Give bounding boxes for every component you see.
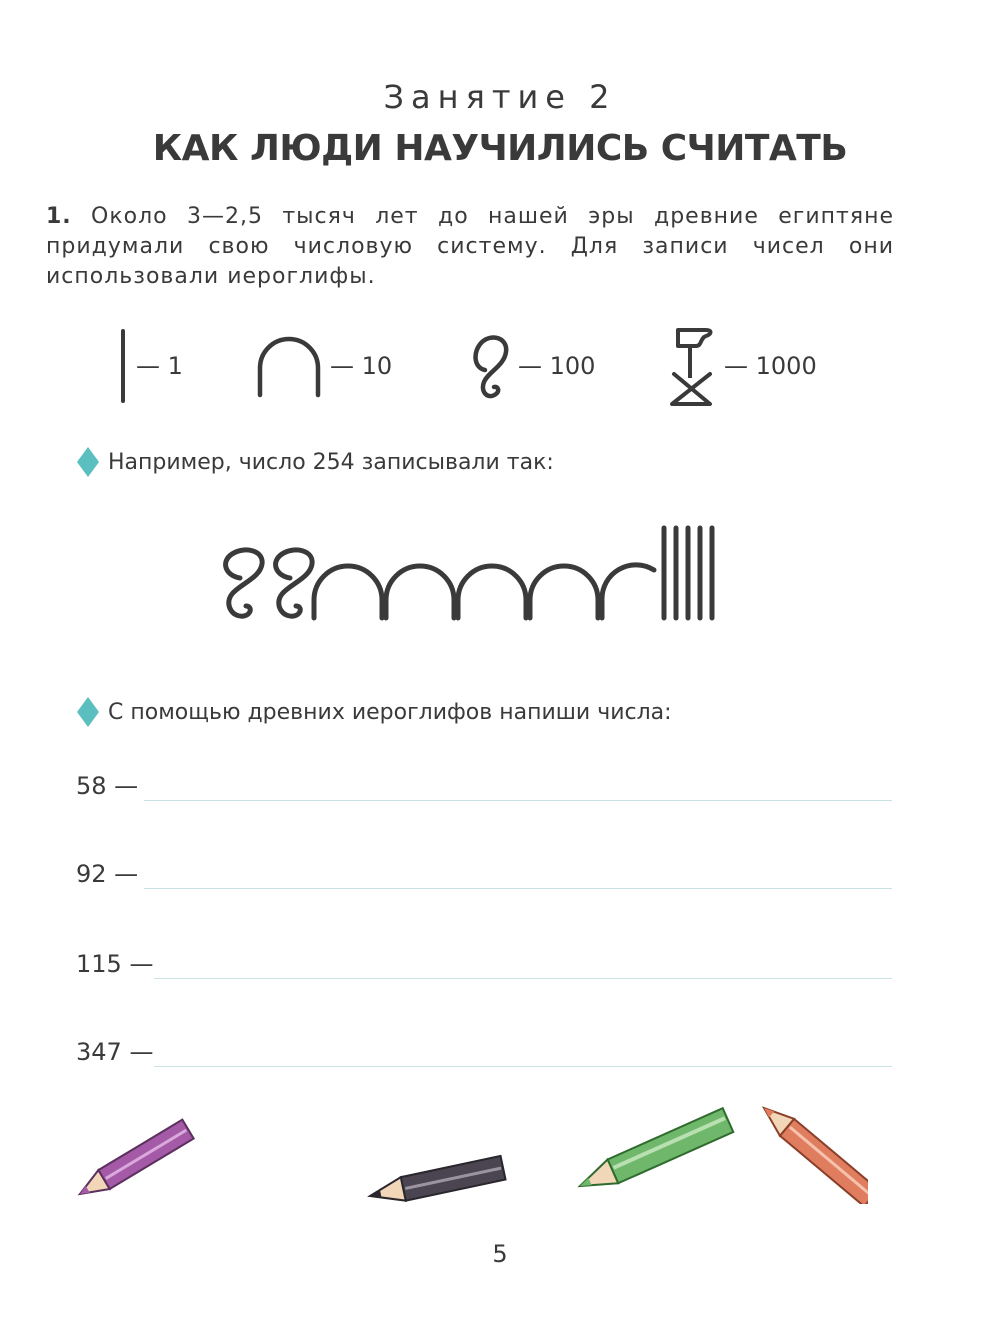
black-pencil-icon <box>364 1150 508 1208</box>
exercise-text: С помощью древних иероглифов напиши числа: <box>108 699 672 725</box>
diamond-bullet-icon <box>76 446 100 478</box>
task-paragraph <box>46 202 894 292</box>
hieroglyph-label-1: — 1 <box>136 352 183 380</box>
task-number: 1. <box>46 204 72 229</box>
page-title: КАК ЛЮДИ НАУЧИЛИСЬ СЧИТАТЬ <box>152 128 848 169</box>
answer-line[interactable] <box>144 800 892 801</box>
example-bullet <box>76 446 554 478</box>
page-number: 5 <box>492 1240 508 1268</box>
coil-hieroglyph-icon <box>226 550 263 616</box>
arch-hieroglyph-icon <box>254 336 324 398</box>
task-text: Около 3—2,5 тысяч лет до нашей эры древние египтяне придумали свою числовую систему. Для записи чисел они использовали иероглифы. <box>46 204 894 289</box>
coil-hieroglyph-icon <box>460 332 512 404</box>
lotus-hieroglyph-icon <box>666 326 718 408</box>
arch-hieroglyph-icon <box>602 565 654 618</box>
arch-hieroglyph-icon <box>458 566 526 618</box>
stroke-hieroglyph-icon <box>114 328 134 404</box>
hieroglyph-label-100: — 100 <box>518 352 596 380</box>
answer-line[interactable] <box>154 978 892 979</box>
orange-pencil-icon <box>756 1100 868 1204</box>
lesson-heading: Занятие 2 <box>383 78 617 116</box>
answer-row-115 <box>76 950 892 990</box>
arch-hieroglyph-icon <box>314 566 382 618</box>
coil-hieroglyph-icon <box>276 550 313 616</box>
hieroglyph-label-1000: — 1000 <box>724 352 817 380</box>
answer-row-58 <box>76 772 892 812</box>
exercise-bullet <box>76 696 672 728</box>
number-254-hieroglyphs <box>214 520 724 630</box>
answer-line[interactable] <box>154 1066 892 1067</box>
purple-pencil-icon <box>70 1118 200 1202</box>
answer-row-92 <box>76 860 892 900</box>
hieroglyph-label-10: — 10 <box>330 352 393 380</box>
answer-label: 115 — <box>76 950 154 978</box>
answer-row-347 <box>76 1038 892 1078</box>
green-pencil-icon <box>572 1100 740 1196</box>
diamond-bullet-icon <box>76 696 100 728</box>
example-text: Например, число 254 записывали так: <box>108 449 554 475</box>
answer-label: 347 — <box>76 1038 154 1066</box>
answer-label: 92 — <box>76 860 139 888</box>
answer-label: 58 — <box>76 772 139 800</box>
arch-hieroglyph-icon <box>530 566 598 618</box>
answer-line[interactable] <box>144 888 892 889</box>
arch-hieroglyph-icon <box>386 566 454 618</box>
